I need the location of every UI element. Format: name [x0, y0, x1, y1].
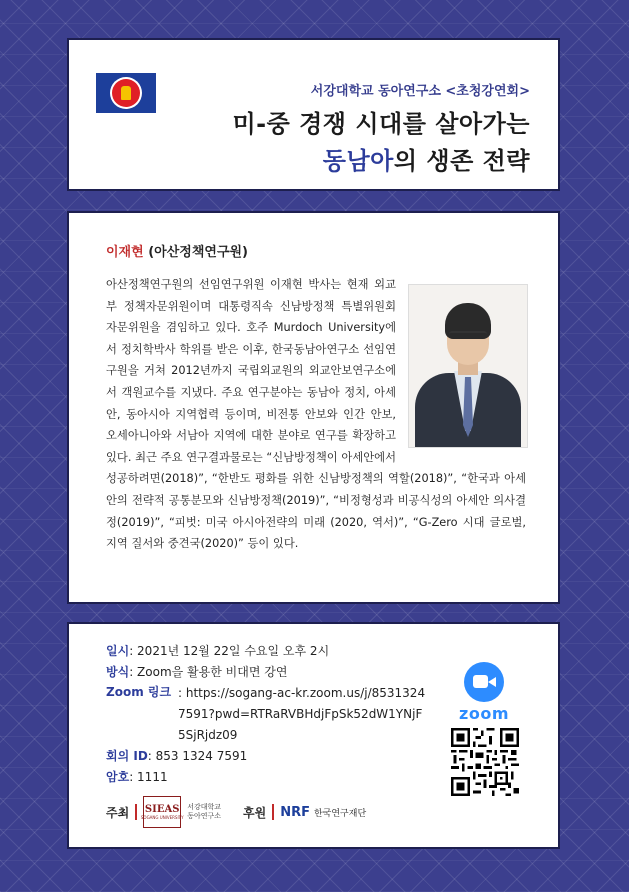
speaker-name: 이재현	[106, 245, 144, 260]
qr-code-icon[interactable]	[451, 728, 519, 796]
title-rest: 의 생존 전략	[393, 147, 530, 175]
zoom-link-line-2[interactable]: 7591?pwd=RTRaRVBHdjFpSk52dW1YNjF	[178, 707, 423, 721]
sieas-logo	[140, 796, 184, 828]
nrf-logo: NRF	[280, 804, 310, 820]
footer	[106, 796, 366, 828]
header-card	[67, 38, 560, 191]
speaker-bio	[106, 274, 526, 555]
title-line-2	[323, 141, 530, 176]
method-row	[106, 662, 425, 683]
sieas-logo-sub: SOGANG UNIVERSITY	[140, 815, 184, 820]
zoom-link-label: Zoom 링크	[106, 685, 172, 699]
date-value: : 2021년 12월 22일 수요일 오후 2시	[129, 644, 330, 658]
asean-flag-icon	[96, 73, 156, 113]
title-highlight: 동남아	[322, 147, 394, 175]
speaker-affiliation: (아산정책연구원)	[143, 245, 249, 260]
meeting-id-value: : 853 1324 7591	[147, 749, 248, 763]
sponsor-divider	[272, 804, 274, 820]
sponsor-label: 후원	[243, 805, 267, 820]
method-label: 방식	[106, 665, 130, 679]
speaker-card	[67, 211, 560, 604]
event-details	[106, 641, 425, 788]
host-institution-line-1: 서강대학교	[187, 803, 221, 811]
zoom-wordmark: zoom	[459, 704, 509, 723]
password-label: 암호	[106, 770, 130, 784]
zoom-link[interactable]	[178, 683, 425, 746]
speaker-photo-wrap	[408, 284, 526, 462]
event-info-card	[67, 622, 560, 849]
password-value: : 1111	[129, 770, 168, 784]
date-label: 일시	[106, 644, 130, 658]
host-institution-line-2: 동아연구소	[187, 812, 221, 820]
zoom-logo	[456, 662, 512, 723]
organizer-line: 서강대학교 동아연구소 <초청강연회>	[310, 84, 530, 99]
zoom-camera-icon	[464, 662, 504, 702]
zoom-link-row	[106, 683, 425, 746]
speaker-heading	[106, 241, 248, 260]
sponsor-name: 한국연구재단	[313, 808, 367, 819]
method-value: : Zoom을 활용한 비대면 강연	[129, 665, 288, 679]
date-row	[106, 641, 425, 662]
zoom-link-line-3[interactable]: 5SjRjdz09	[178, 728, 238, 742]
bio-text: 아산정책연구원의 선임연구위원 이재현 박사는 현재 외교부 정책자문위원이며 대통령직속 신남방정책 특별위원회 자문위원을 겸임하고 있다. 호주 Murdoch University에서 정치학박사 학위를 받은 이후, 한국동남아연구소 선임연구원을 거쳐 2012년까지 국립외교원의 외교안보연구소에서 객원교수를 지냈다. 주요 연구분야는 동남아 정치, 아세안, 동아시아 지역협력 등이며, 비전통 안보와 인간 안보, 오세아니아와 서남아 지역에 대한 분야로 연구를 확장하고 있다. 최근 주요 연구결과물로는 “신남방정책이 아세안에서 성공하려면(2018)”, “한반도 평화를 위한 신남방정책의 역할(2018)”, “한국과 아세안의 전략적 공통분모와 신남방정책(2019)”, “비정형성과 비공식성의 아세안 의사결정(2019)”, “피벗: 미국 아시아전략의 미래 (2020, 역서)”, “G-Zero 시대 글로벌, 지역 질서와 중견국(2020)” 등이 있다.	[106, 278, 526, 551]
zoom-link-line-1[interactable]: : https://sogang-ac-kr.zoom.us/j/8531324	[178, 686, 426, 700]
meeting-id-label: 회의 ID	[106, 749, 148, 763]
password-row	[106, 767, 425, 788]
host-institution	[187, 803, 221, 821]
speaker-photo	[408, 284, 528, 448]
host-label: 주최	[106, 805, 130, 820]
meeting-id-row	[106, 746, 425, 767]
host-divider	[135, 804, 137, 820]
title-line-1: 미-중 경쟁 시대를 살아가는	[232, 110, 530, 138]
sieas-logo-text: SIEAS	[144, 804, 180, 815]
